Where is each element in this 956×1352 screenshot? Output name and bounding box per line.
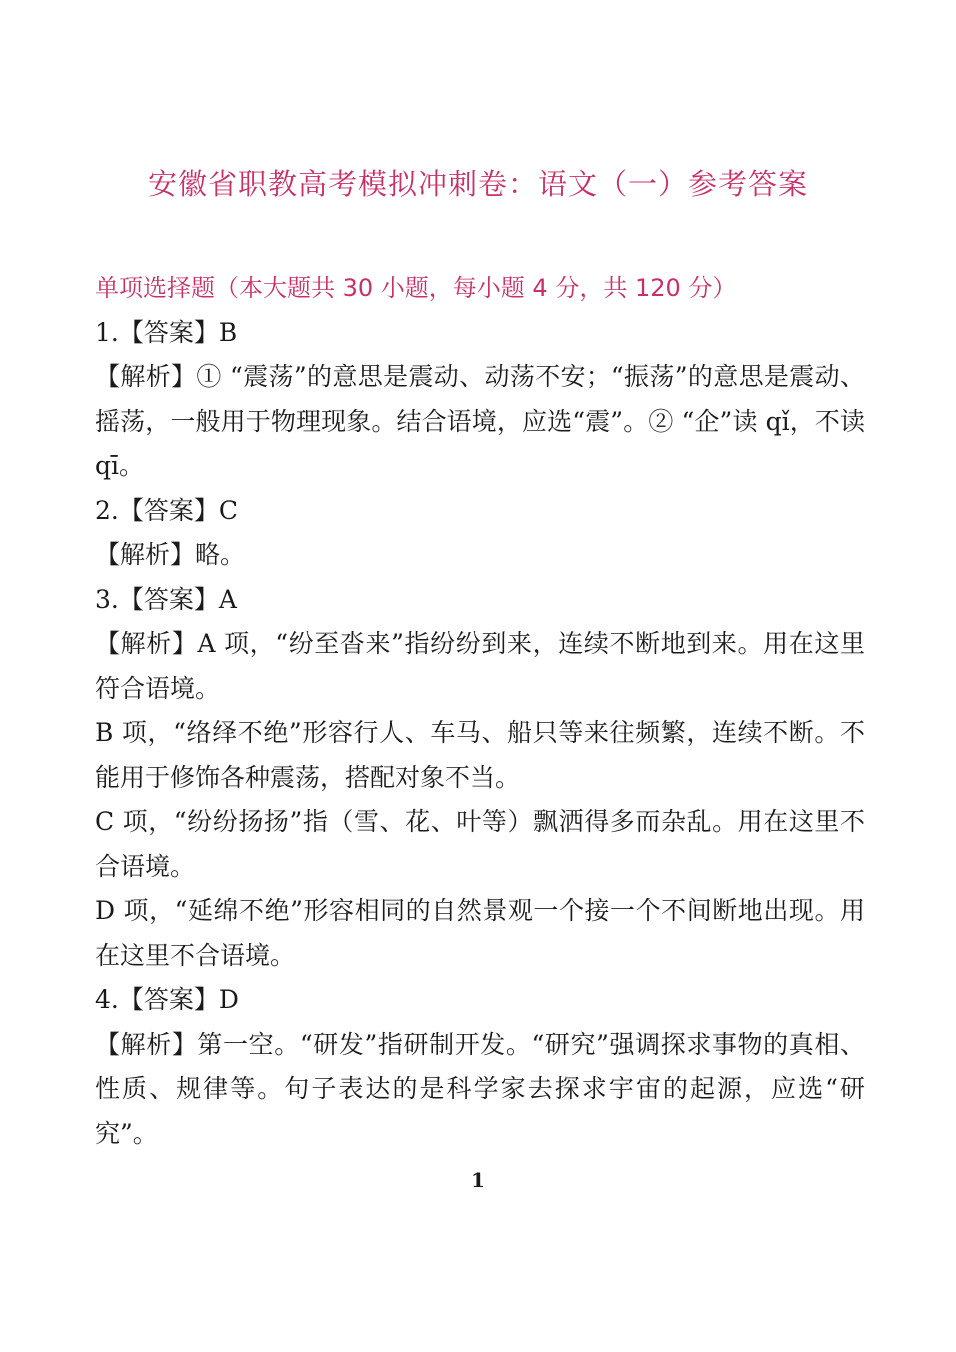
section-heading: 单项选择题（本大题共 30 小题，每小题 4 分，共 120 分） [95,274,737,302]
analysis-3-c: C 项，“纷纷扬扬”指（雪、花、叶等）飘洒得多而杂乱。用在这里不合语境。 [95,807,865,881]
answer-content [95,266,865,1156]
analysis-3-a: 【解析】A 项，“纷至沓来”指纷纷到来，连续不断地到来。用在这里符合语境。 [95,629,865,703]
page-number: 1 [471,1168,485,1192]
answer-1: 1.【答案】B [95,317,238,347]
answer-2: 2.【答案】C [95,495,238,525]
analysis-2: 【解析】略。 [95,540,246,569]
document-title: 安徽省职教高考模拟冲刺卷：语文（一）参考答案 [147,167,808,201]
analysis-4: 【解析】第一空。“研发”指研制开发。“研究”强调探求事物的真相、性质、规律等。句子表达的是科学家去探求宇宙的起源，应选“研究”。 [95,1029,865,1148]
answer-4: 4.【答案】D [95,985,239,1014]
analysis-3-b: B 项，“络绎不绝”形容行人、车马、船只等来往频繁，连续不断。不能用于修饰各种震荡，搭配对象不当。 [95,718,865,792]
analysis-1: 【解析】① “震荡”的意思是震动、动荡不安；“振荡”的意思是震动、摇荡，一般用于物理现象。结合语境，应选“震”。② “企”读 qǐ，不读 qī。 [95,362,865,480]
answer-3: 3.【答案】A [95,584,237,614]
analysis-3-d: D 项，“延绵不绝”形容相同的自然景观一个接一个不间断地出现。用在这里不合语境。 [95,896,865,970]
